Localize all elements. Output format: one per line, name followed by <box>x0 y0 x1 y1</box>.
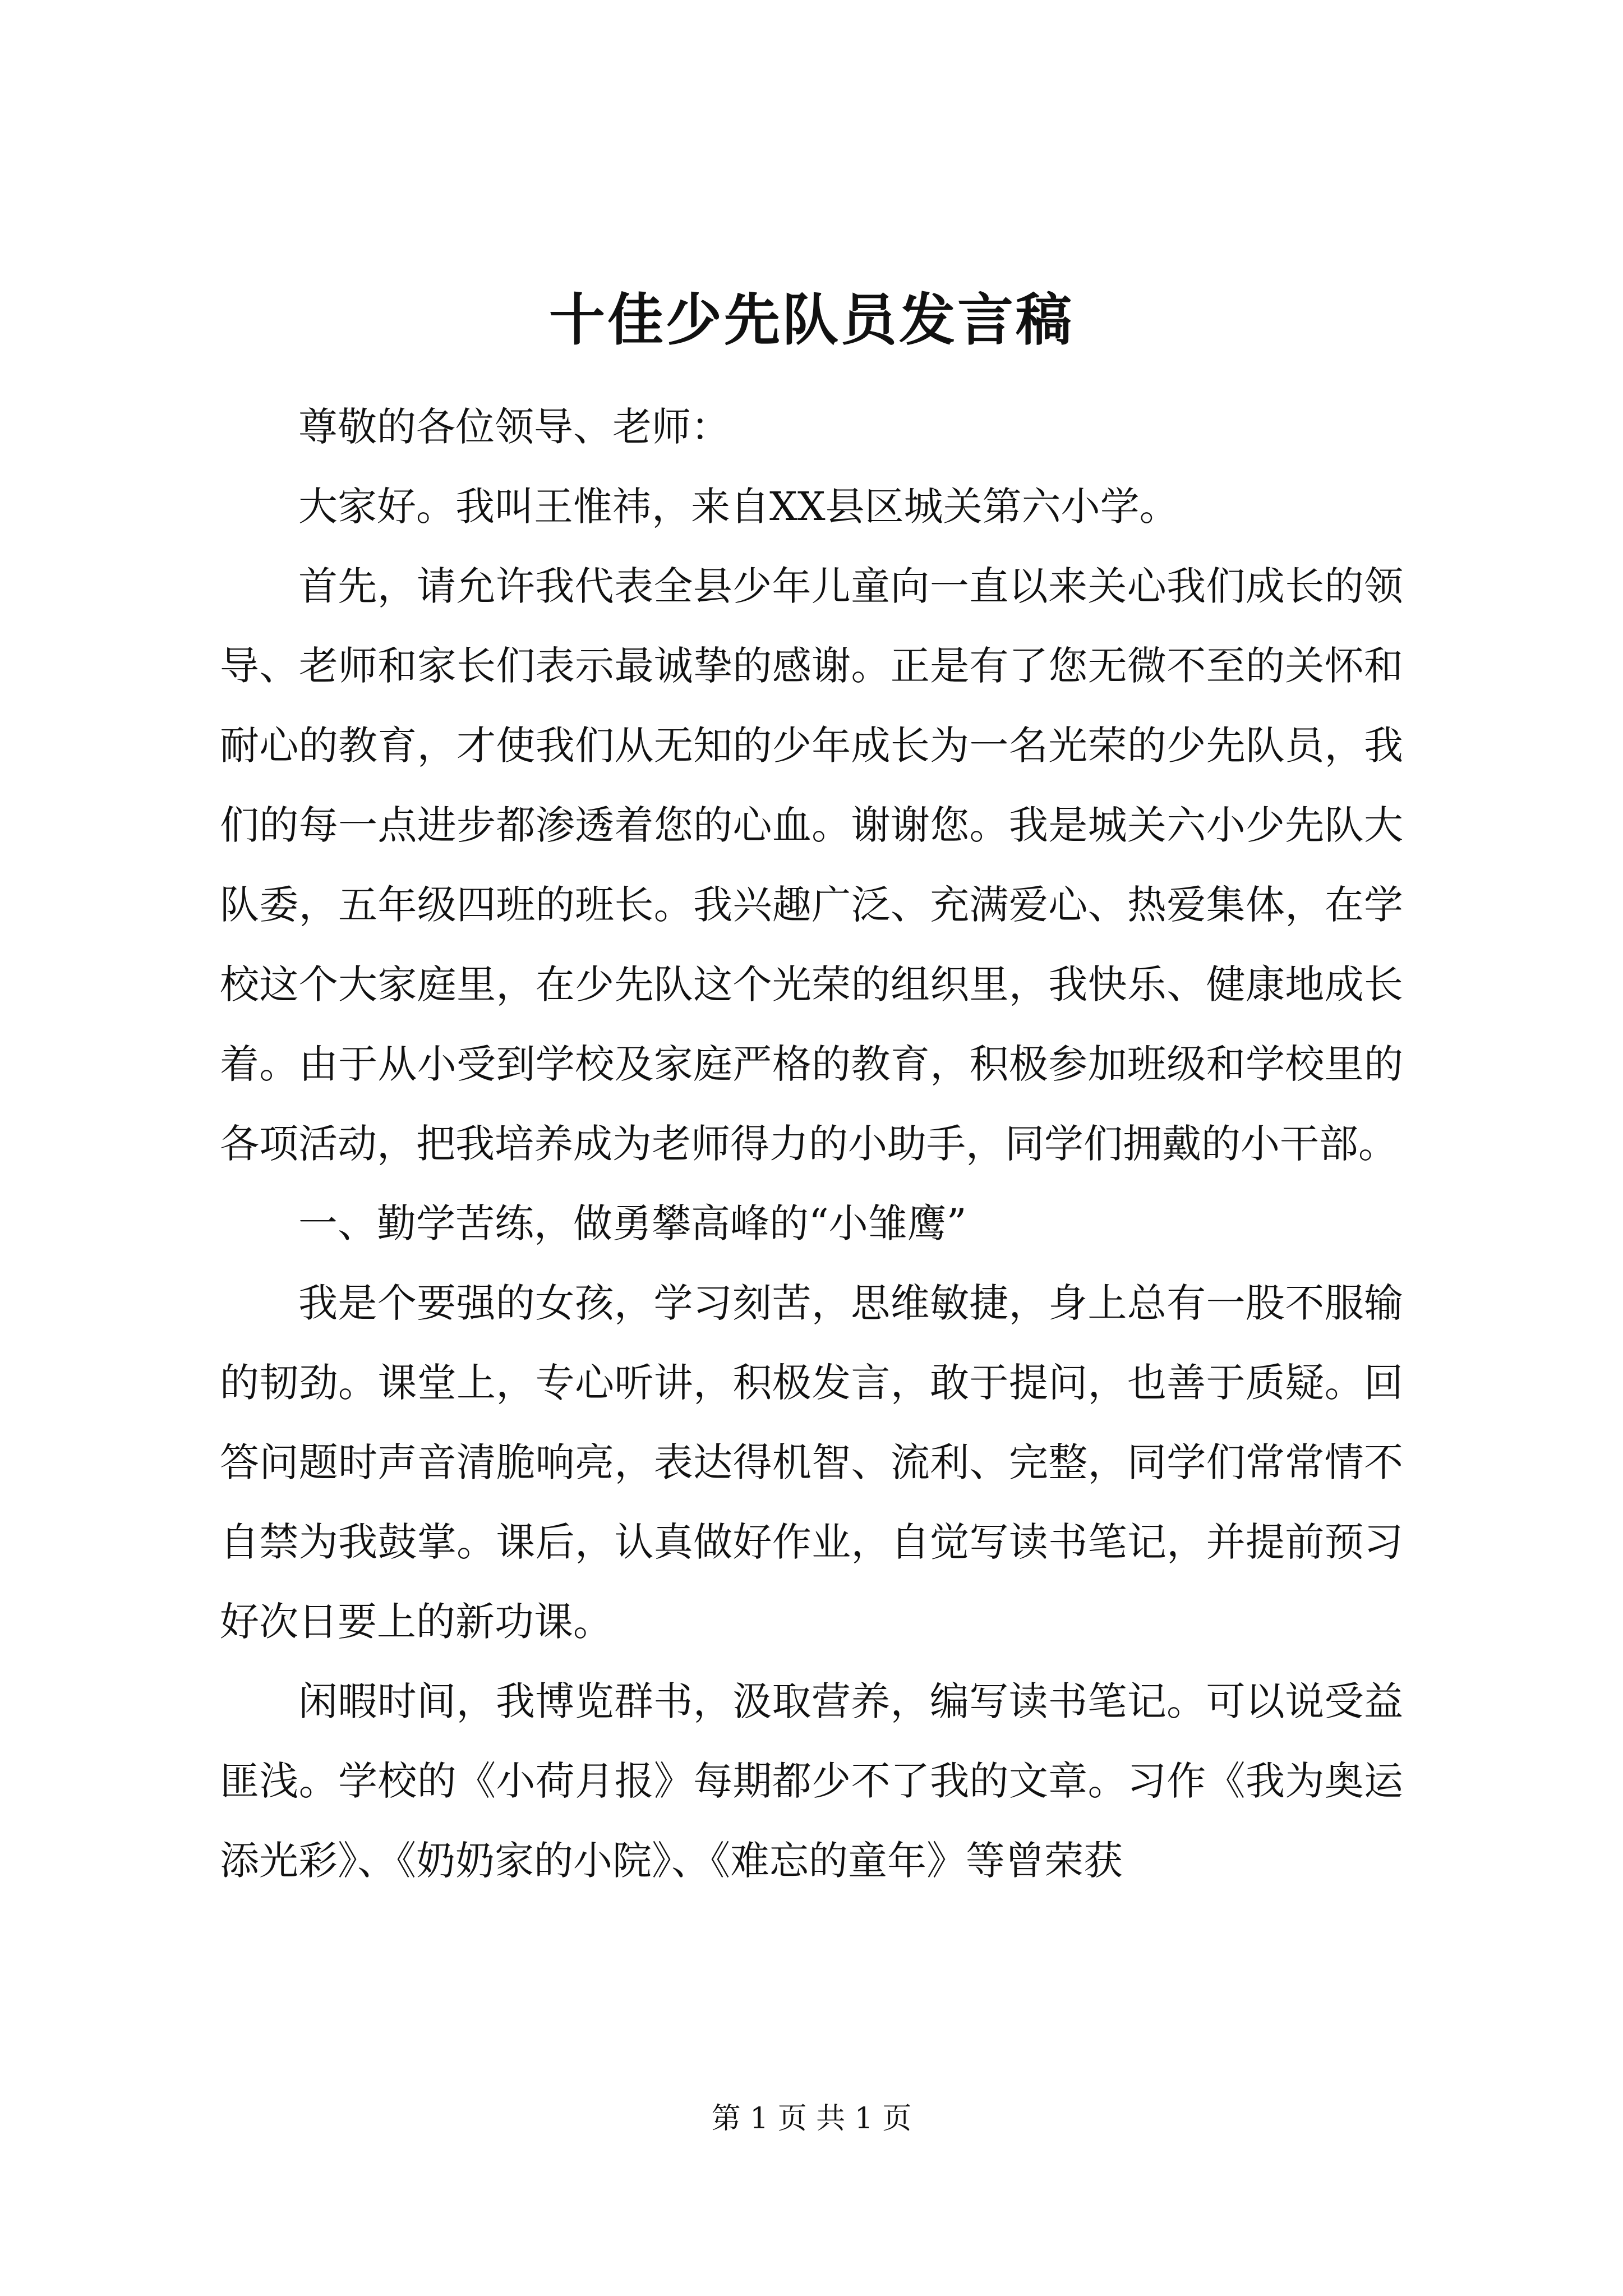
greeting-paragraph: 大家好。我叫王惟祎，来自XX县区城关第六小学。 <box>298 484 1179 530</box>
salutation-paragraph: 尊敬的各位领导、老师： <box>298 404 730 450</box>
document-body <box>220 387 1403 1901</box>
intro-paragraph: 首先，请允许我代表全县少年儿童向一直以来关心我们成长的领导、老师和家长们表示最诚挚的感谢。正是有了您无微不至的关怀和耐心的教育，才使我们从无知的少年成长为一名光荣的少先队员，我们的每一点进步都渗透着您的心血。谢谢您。我是城关六小少先队大队委，五年级四班的班长。我兴趣广泛、充满爱心、热爱集体，在学校这个大家庭里，在少先队这个光荣的组织里，我快乐、健康地成长着。由于从小受到学校及家庭严格的教育，积极参加班级和学校里的各项活动，把我培养成为老师得力的小助手，同学们拥戴的小干部。 <box>220 563 1403 1167</box>
study-paragraph: 我是个要强的女孩，学习刻苦，思维敏捷，身上总有一股不服输的韧劲。课堂上，专心听讲，积极发言，敢于提问，也善于质疑。回答问题时声音清脆响亮，表达得机智、流利、完整，同学们常常情不自禁为我鼓掌。课后，认真做好作业，自觉写读书笔记，并提前预习好次日要上的新功课。 <box>220 1280 1403 1645</box>
page-footer: 第 1 页 共 1 页 <box>711 2102 912 2136</box>
reading-paragraph: 闲暇时间，我博览群书，汲取营养，编写读书笔记。可以说受益匪浅。学校的《小荷月报》每期都少不了我的文章。习作《我为奥运添光彩》、《奶奶家的小院》、《难忘的童年》等曾荣获 <box>220 1678 1403 1884</box>
section-heading: 一、勤学苦练，做勇攀高峰的“小雏鹰” <box>298 1200 967 1246</box>
document-title: 十佳少先队员发言稿 <box>549 287 1074 353</box>
